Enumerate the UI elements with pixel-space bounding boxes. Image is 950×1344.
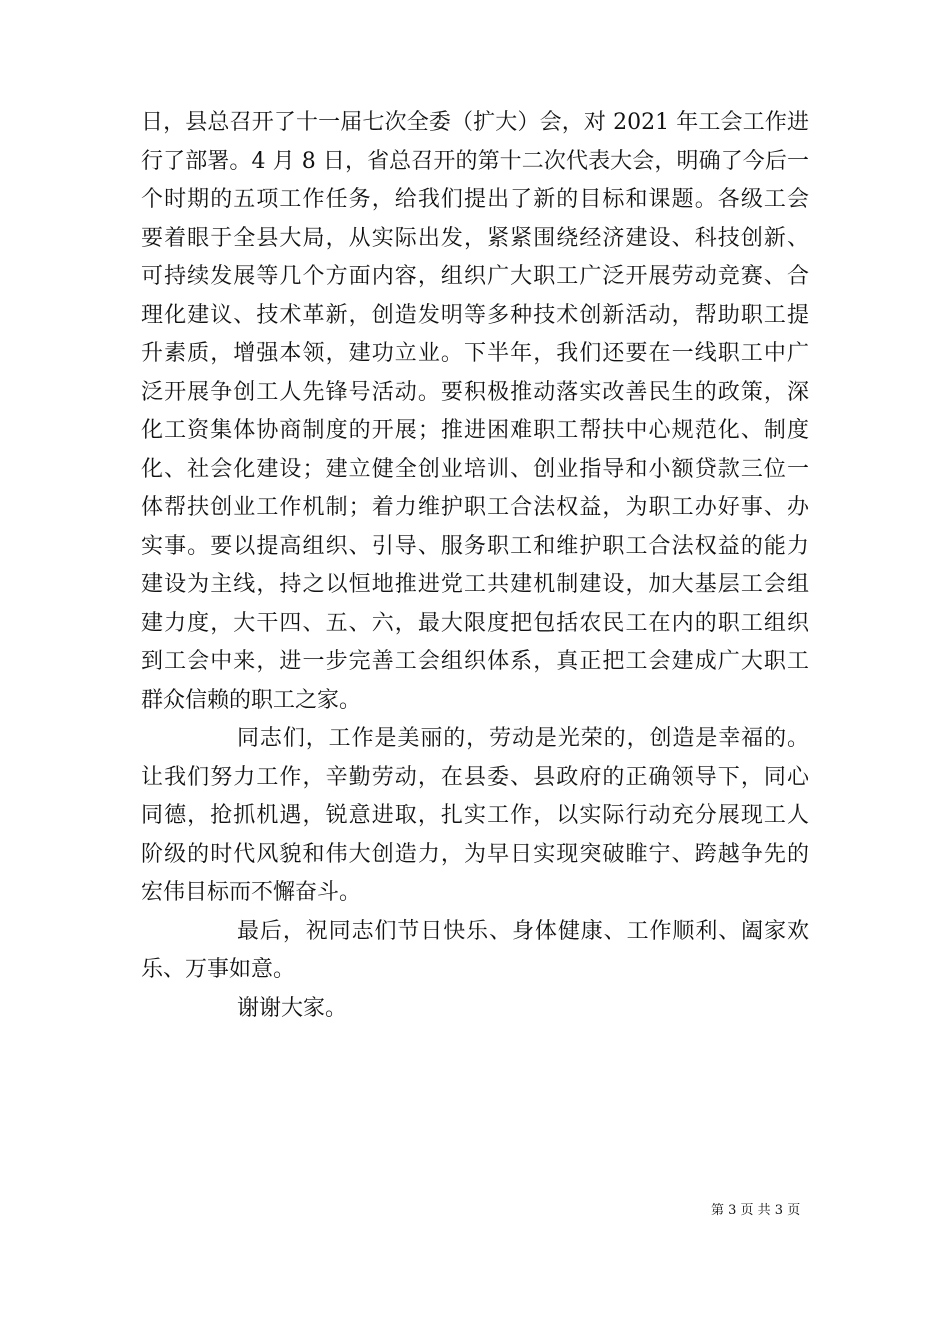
text-line: 化、社会化建设；建立健全创业培训、创业指导和小额贷款三位一 bbox=[141, 456, 809, 482]
text-line: 让我们努力工作，辛勤劳动，在县委、县政府的正确领导下，同心 bbox=[141, 764, 809, 790]
text-line: 个时期的五项工作任务，给我们提出了新的目标和课题。各级工会 bbox=[141, 187, 809, 212]
text-line: 行了部署。4 月 8 日，省总召开的第十二次代表大会，明确了今后一 bbox=[141, 148, 809, 174]
text-line: 阶级的时代风貌和伟大创造力，为早日实现突破睢宁、跨越争先的 bbox=[141, 841, 809, 867]
text-line: 到工会中来，进一步完善工会组织体系，真正把工会建成广大职工 bbox=[141, 649, 809, 674]
text-line: 实事。要以提高组织、引导、服务职工和维护职工合法权益的能力 bbox=[141, 533, 809, 559]
text-line: 泛开展争创工人先锋号活动。要积极推动落实改善民生的政策，深 bbox=[141, 379, 809, 405]
text-line: 谢谢大家。 bbox=[237, 995, 348, 1021]
page-number-footer: 第 3 页 共 3 页 bbox=[711, 1203, 801, 1218]
text-line: 升素质，增强本领，建功立业。下半年，我们还要在一线职工中广 bbox=[141, 341, 809, 366]
text-line: 宏伟目标而不懈奋斗。 bbox=[141, 880, 362, 905]
text-line: 同德，抢抓机遇，锐意进取，扎实工作，以实际行动充分展现工人 bbox=[141, 803, 809, 828]
text-line: 乐、万事如意。 bbox=[141, 957, 296, 982]
text-line: 建设为主线，持之以恒地推进党工共建机制建设，加大基层工会组 bbox=[141, 572, 809, 597]
text-line: 同志们，工作是美丽的，劳动是光荣的，创造是幸福的。 bbox=[237, 726, 809, 751]
text-line: 体帮扶创业工作机制；着力维护职工合法权益，为职工办好事、办 bbox=[141, 495, 809, 520]
text-line: 群众信赖的职工之家。 bbox=[141, 687, 362, 713]
text-line: 日，县总召开了十一届七次全委（扩大）会，对 2021 年工会工作进 bbox=[141, 110, 809, 135]
text-line: 最后，祝同志们节日快乐、身体健康、工作顺利、阖家欢 bbox=[237, 918, 809, 944]
document-body bbox=[141, 104, 809, 1028]
text-line: 化工资集体协商制度的开展；推进困难职工帮扶中心规范化、制度 bbox=[141, 418, 809, 443]
text-line: 可持续发展等几个方面内容，组织广大职工广泛开展劳动竞赛、合 bbox=[141, 264, 809, 289]
text-line: 要着眼于全县大局，从实际出发，紧紧围绕经济建设、科技创新、 bbox=[141, 225, 809, 251]
text-line: 建力度，大干四、五、六，最大限度把包括农民工在内的职工组织 bbox=[141, 610, 809, 636]
text-line: 理化建议、技术革新，创造发明等多种技术创新活动，帮助职工提 bbox=[141, 302, 809, 328]
